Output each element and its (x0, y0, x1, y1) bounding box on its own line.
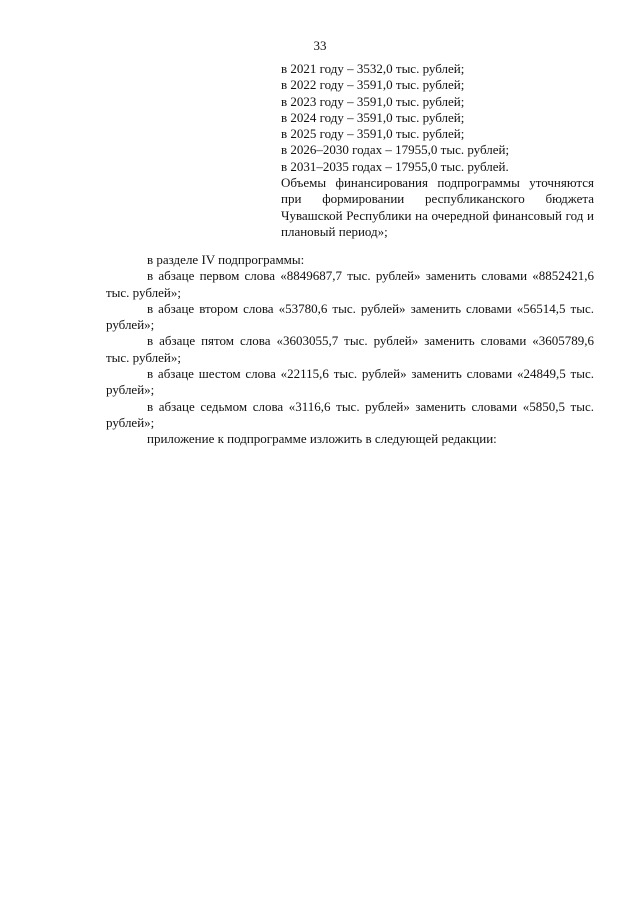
page-number: 33 (313, 38, 327, 53)
funding-line-2021: в 2021 году – 3532,0 тыс. рублей; (281, 61, 465, 76)
main-text (106, 252, 594, 448)
funding-line-2026-2030: в 2026–2030 годах – 17955,0 тыс. рублей; (281, 142, 510, 158)
paragraph-abzac-6: в абзаце шестом слова «22115,6 тыс. рублей» заменить словами «24849,5 тыс. рублей»; (106, 366, 594, 398)
paragraph-section-iv: в разделе IV подпрограммы: (147, 252, 305, 267)
funding-block (281, 61, 594, 240)
funding-line-2025: в 2025 году – 3591,0 тыс. рублей; (281, 126, 465, 142)
paragraph-appendix: приложение к подпрограмме изложить в следующей редакции: (147, 431, 497, 447)
funding-line-2031-2035: в 2031–2035 годах – 17955,0 тыс. рублей. (281, 158, 509, 174)
paragraph-abzac-2: в абзаце втором слова «53780,6 тыс. рублей» заменить словами «56514,5 тыс. рублей»; (106, 300, 594, 333)
funding-line-2023: в 2023 году – 3591,0 тыс. рублей; (281, 93, 465, 109)
paragraph-abzac-7: в абзаце седьмом слова «3116,6 тыс. рублей» заменить словами «5850,5 тыс. рублей»; (106, 398, 594, 430)
paragraph-abzac-1: в абзаце первом слова «8849687,7 тыс. рублей» заменить словами «8852421,6 тыс. рублей»; (106, 268, 594, 300)
funding-line-2024: в 2024 году – 3591,0 тыс. рублей; (281, 109, 465, 125)
funding-line-2022: в 2022 году – 3591,0 тыс. рублей; (281, 77, 465, 93)
funding-note: Объемы финансирования подпрограммы уточняются при формировании республиканского бюджета Чувашской Республики на очередной финансовый год и плановый период»; (281, 175, 594, 239)
paragraph-abzac-5: в абзаце пятом слова «3603055,7 тыс. рублей» заменить словами «3605789,6 тыс. рублей»; (106, 333, 594, 365)
